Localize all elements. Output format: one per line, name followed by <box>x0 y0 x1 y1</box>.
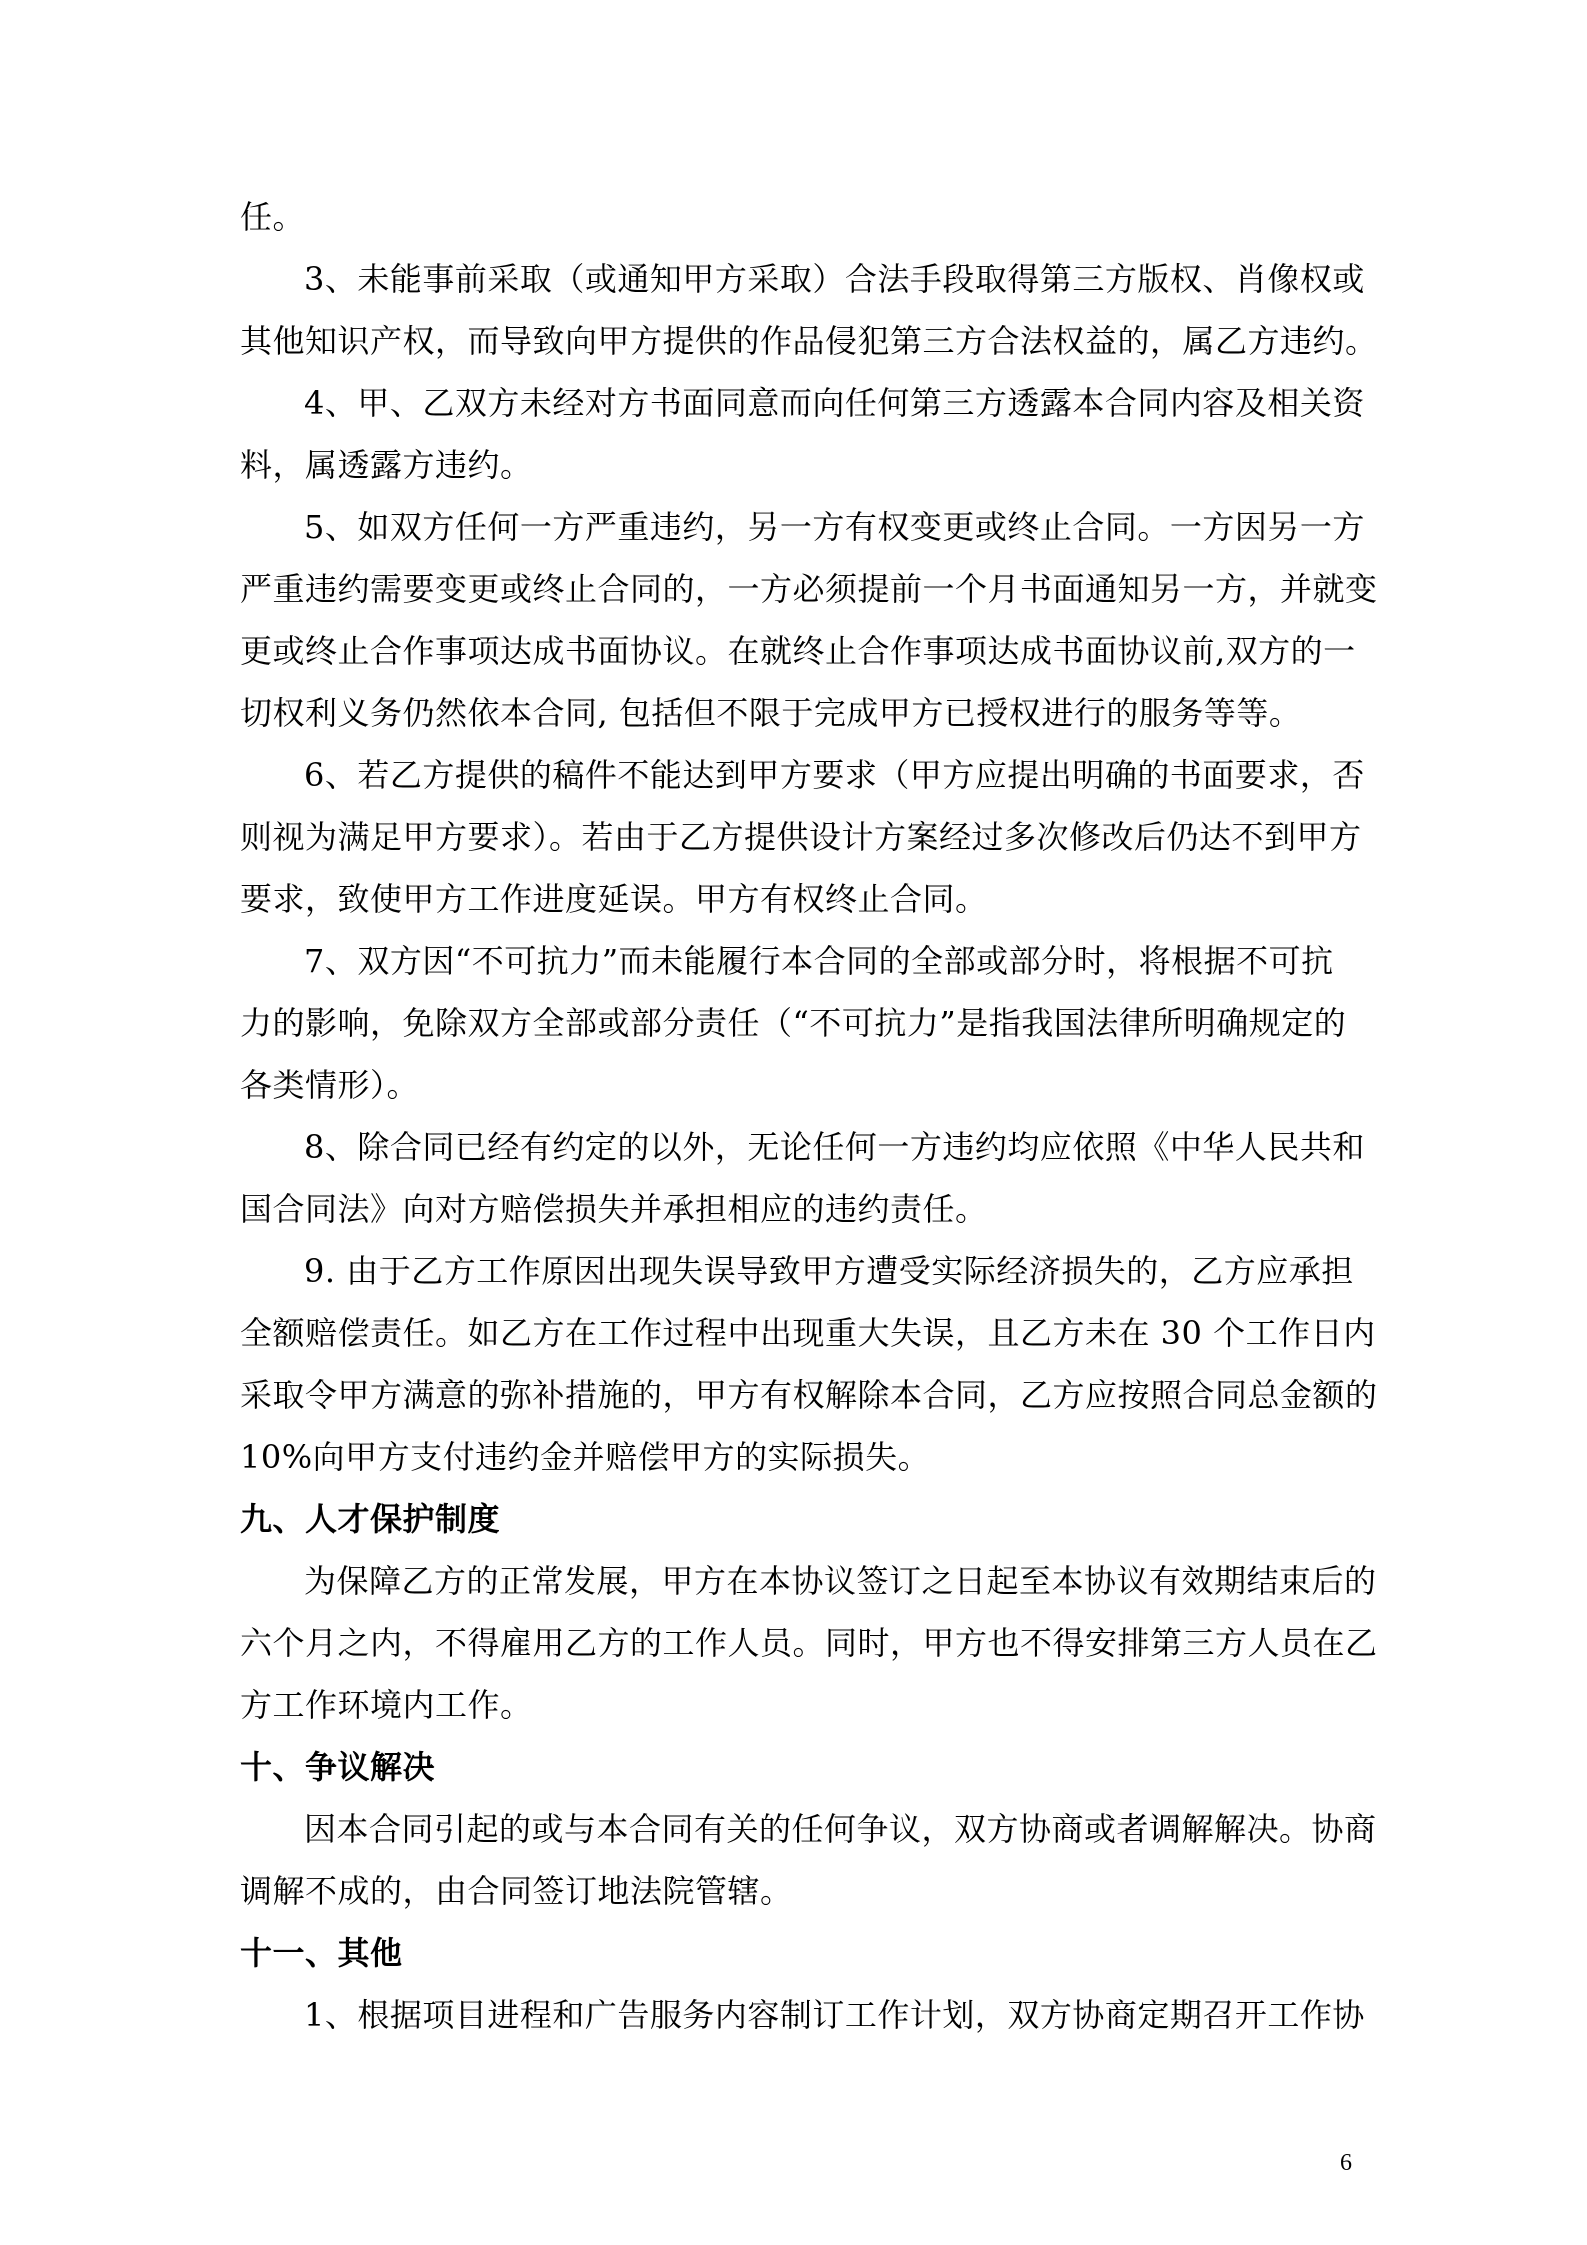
text-line: 1、根据项目进程和广告服务内容制订工作计划，双方协商定期召开工作协 <box>304 1996 1365 2034</box>
text-line: 为保障乙方的正常发展，甲方在本协议签订之日起至本协议有效期结束后的 <box>304 1562 1377 1600</box>
text-line: 切权利义务仍然依本合同, 包括但不限于完成甲方已授权进行的服务等等。 <box>240 694 1302 732</box>
text-line: 各类情形）。 <box>240 1066 420 1104</box>
section-heading: 十、争议解决 <box>240 1748 436 1786</box>
text-line: 任。 <box>240 198 306 236</box>
text-line: 5、如双方任何一方严重违约，另一方有权变更或终止合同。一方因另一方 <box>304 508 1365 546</box>
text-line: 采取令甲方满意的弥补措施的，甲方有权解除本合同，乙方应按照合同总金额的 <box>240 1376 1378 1414</box>
text-line: 7、双方因“不可抗力”而未能履行本合同的全部或部分时，将根据不可抗 <box>304 942 1334 980</box>
text-line: 严重违约需要变更或终止合同的，一方必须提前一个月书面通知另一方，并就变 <box>240 570 1378 608</box>
text-line: 则视为满足甲方要求）。若由于乙方提供设计方案经过多次修改后仍达不到甲方 <box>240 818 1362 856</box>
text-line: 全额赔偿责任。如乙方在工作过程中出现重大失误，且乙方未在 30 个工作日内 <box>240 1314 1376 1352</box>
text-line: 更或终止合作事项达成书面协议。在就终止合作事项达成书面协议前,双方的一 <box>240 632 1356 670</box>
section-heading: 九、人才保护制度 <box>240 1500 501 1538</box>
text-line: 其他知识产权，而导致向甲方提供的作品侵犯第三方合法权益的，属乙方违约。 <box>240 322 1378 360</box>
text-line: 调解不成的，由合同签订地法院管辖。 <box>240 1872 793 1910</box>
text-line: 因本合同引起的或与本合同有关的任何争议，双方协商或者调解解决。协商 <box>304 1810 1377 1848</box>
text-line: 力的影响，免除双方全部或部分责任（“不可抗力”是指我国法律所明确规定的 <box>240 1004 1347 1042</box>
text-line: 8、除合同已经有约定的以外，无论任何一方违约均应依照《中华人民共和 <box>304 1128 1365 1166</box>
text-line: 6、若乙方提供的稿件不能达到甲方要求（甲方应提出明确的书面要求，否 <box>304 756 1365 794</box>
text-line: 10%向甲方支付违约金并赔偿甲方的实际损失。 <box>240 1438 931 1476</box>
page-number: 6 <box>1340 2150 1352 2176</box>
text-line: 3、未能事前采取（或通知甲方采取）合法手段取得第三方版权、肖像权或 <box>304 260 1365 298</box>
text-line: 六个月之内，不得雇用乙方的工作人员。同时，甲方也不得安排第三方人员在乙 <box>240 1624 1378 1662</box>
text-line: 要求，致使甲方工作进度延误。甲方有权终止合同。 <box>240 880 988 918</box>
text-line: 4、甲、乙双方未经对方书面同意而向任何第三方透露本合同内容及相关资 <box>304 384 1365 422</box>
text-line: 9. 由于乙方工作原因出现失误导致甲方遭受实际经济损失的，乙方应承担 <box>304 1252 1354 1290</box>
text-line: 方工作环境内工作。 <box>240 1686 533 1724</box>
text-line: 料，属透露方违约。 <box>240 446 533 484</box>
section-heading: 十一、其他 <box>240 1934 403 1972</box>
text-line: 国合同法》向对方赔偿损失并承担相应的违约责任。 <box>240 1190 988 1228</box>
document-body <box>240 186 1378 2046</box>
